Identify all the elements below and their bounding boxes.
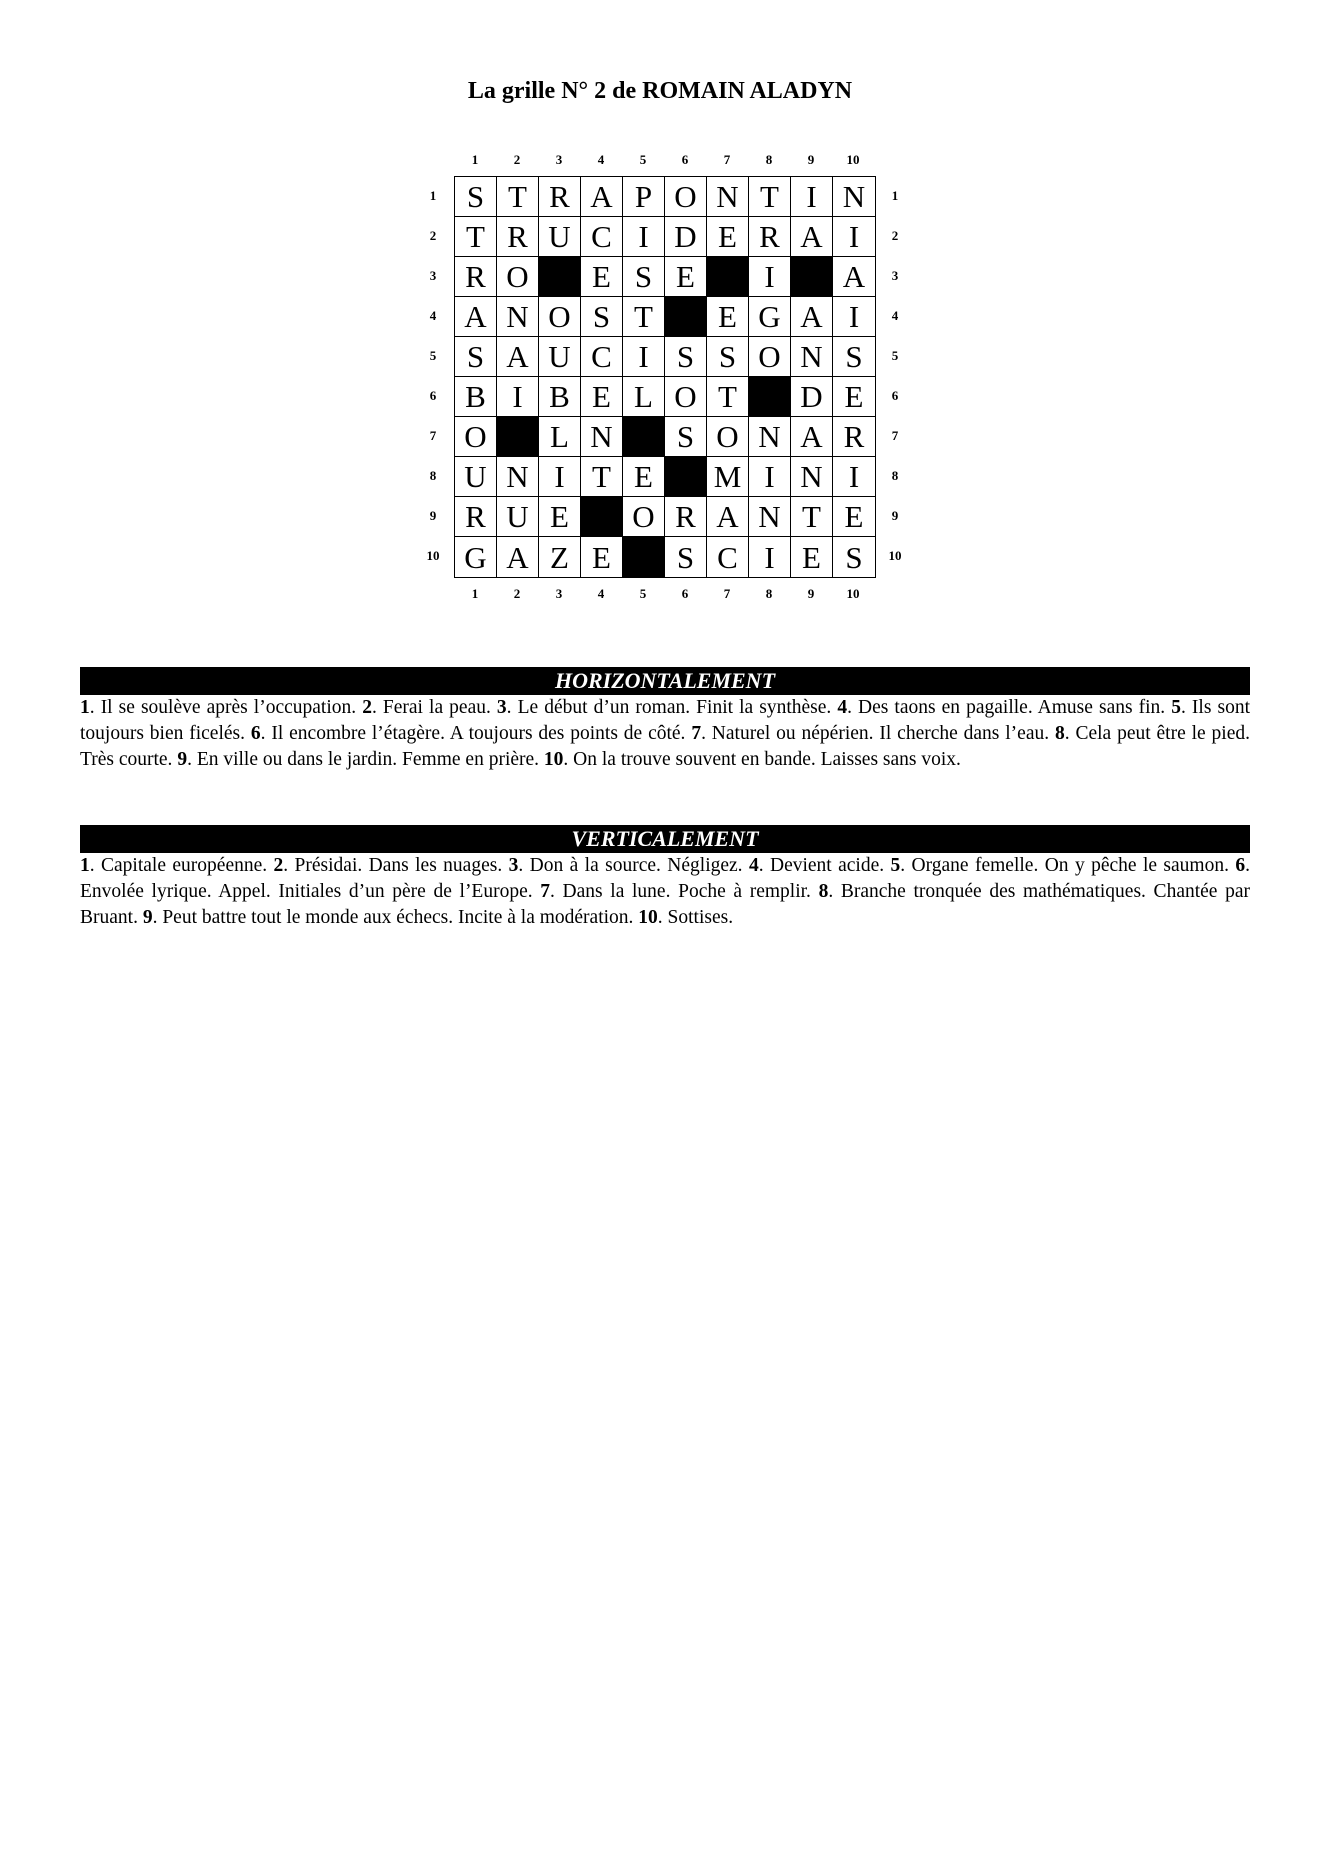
grid-cell: I <box>539 457 581 497</box>
row-number: 4 <box>429 308 437 323</box>
clue-text: . En ville ou dans le jardin. Femme en prière. <box>187 749 544 770</box>
row-number: 8 <box>429 468 437 483</box>
black-square <box>497 417 539 457</box>
grid-cell: N <box>707 177 749 217</box>
clue-text: . Présidai. Dans les nuages. <box>283 855 509 876</box>
clue-number: 7 <box>540 881 551 902</box>
black-square <box>581 497 623 537</box>
grid-cell: S <box>665 537 707 577</box>
column-number: 4 <box>597 152 605 167</box>
grid-cell: E <box>539 497 581 537</box>
row-number: 5 <box>429 348 437 363</box>
clue-number: 3 <box>508 855 519 876</box>
clue-number: 8 <box>1054 723 1065 744</box>
grid-cell: C <box>581 337 623 377</box>
grid-cell: N <box>749 497 791 537</box>
column-number: 3 <box>555 152 563 167</box>
horizontal-clues <box>80 695 1250 773</box>
grid-cell: O <box>455 417 497 457</box>
grid-cell: A <box>833 257 875 297</box>
grid-cell: O <box>665 377 707 417</box>
grid-cell: O <box>623 497 665 537</box>
grid-cell: P <box>623 177 665 217</box>
grid-cell: A <box>791 297 833 337</box>
grid-cell: N <box>497 297 539 337</box>
grid-cell: A <box>707 497 749 537</box>
column-numbers-bottom <box>454 584 874 604</box>
clue-number: 5 <box>890 855 901 876</box>
clue-text: . Capitale européenne. <box>89 855 274 876</box>
grid-cell: A <box>497 337 539 377</box>
grid-cell: E <box>791 537 833 577</box>
grid-cell: I <box>833 297 875 337</box>
column-number: 1 <box>471 152 479 167</box>
clue-number: 10 <box>638 907 658 928</box>
grid-cell: G <box>749 297 791 337</box>
grid-cell: S <box>707 337 749 377</box>
grid-cell: G <box>455 537 497 577</box>
column-number: 7 <box>723 586 731 601</box>
column-number: 7 <box>723 152 731 167</box>
grid-cell: E <box>581 537 623 577</box>
clue-text: . Envolée lyrique. Appel. Initiales d’un père de l’Europe. <box>80 855 1250 902</box>
clue-text: . Dans la lune. Poche à remplir. <box>550 881 819 902</box>
column-number: 2 <box>513 152 521 167</box>
grid-cell: S <box>455 177 497 217</box>
grid-cell: N <box>791 457 833 497</box>
grid-cell: A <box>497 537 539 577</box>
grid-cell: E <box>707 217 749 257</box>
column-number: 4 <box>597 586 605 601</box>
column-number: 8 <box>765 152 773 167</box>
black-square <box>665 457 707 497</box>
column-number: 9 <box>807 152 815 167</box>
grid-cell: S <box>845 539 863 575</box>
clue-text: . Cela peut être le pied. Très courte. <box>80 723 1251 770</box>
grid-cell: C <box>707 537 749 577</box>
grid-cell: E <box>833 377 875 417</box>
row-number: 7 <box>891 428 899 443</box>
clue-number: 1 <box>80 855 90 876</box>
row-number: 10 <box>888 548 902 563</box>
clue-text: . Naturel ou népérien. Il cherche dans l’eau. <box>701 723 1055 744</box>
grid-cell: T <box>791 497 833 537</box>
column-number: 10 <box>846 586 860 601</box>
clue-number: 8 <box>818 881 829 902</box>
grid-cell: T <box>749 177 791 217</box>
grid-cell: R <box>455 257 497 297</box>
clue-text: . Des taons en pagaille. Amuse sans fin. <box>847 697 1172 718</box>
clue-text: . Ils sont toujours bien ficelés. <box>80 697 1250 744</box>
grid-cell: T <box>707 377 749 417</box>
grid-cell: D <box>791 377 833 417</box>
black-square <box>623 417 665 457</box>
grid-cell: S <box>833 337 875 377</box>
grid-cell: U <box>539 217 581 257</box>
grid-cell: A <box>791 417 833 457</box>
row-number: 4 <box>891 308 899 323</box>
grid-cell: I <box>749 457 791 497</box>
page-title: La grille N° 2 de ROMAIN ALADYN <box>467 78 853 104</box>
grid-cell: E <box>581 377 623 417</box>
column-numbers-top <box>454 150 874 170</box>
clue-text: . Don à la source. Négligez. <box>518 855 749 876</box>
row-number: 9 <box>429 508 437 523</box>
row-number: 9 <box>891 508 899 523</box>
grid-cell: E <box>833 497 875 537</box>
row-number: 2 <box>891 228 899 243</box>
row-number: 10 <box>426 548 440 563</box>
grid-cell: E <box>665 257 707 297</box>
grid-cell: D <box>665 217 707 257</box>
grid-cell: S <box>455 337 497 377</box>
grid-cell: R <box>665 497 707 537</box>
grid-cell: N <box>749 417 791 457</box>
grid-cell: O <box>665 177 707 217</box>
grid-cell: R <box>497 217 539 257</box>
clue-number: 4 <box>748 855 759 876</box>
clue-number: 5 <box>1171 697 1181 718</box>
clue-number: 10 <box>543 749 564 770</box>
clue-text: . On la trouve souvent en bande. Laisses sans voix. <box>563 749 961 770</box>
clue-text: . Sottises. <box>657 907 734 928</box>
black-square <box>623 537 665 577</box>
row-number: 8 <box>891 468 899 483</box>
grid-cell: E <box>623 457 665 497</box>
grid-cell: N <box>497 457 539 497</box>
grid-cell: N <box>791 337 833 377</box>
grid-cell: U <box>497 497 539 537</box>
grid-cell: C <box>581 217 623 257</box>
clue-number: 2 <box>362 697 372 718</box>
column-number: 5 <box>639 152 647 167</box>
column-number: 2 <box>513 586 521 601</box>
clue-number: 9 <box>177 749 188 770</box>
grid-cell: M <box>707 457 749 497</box>
grid-cell: T <box>581 457 623 497</box>
clue-text: . Il encombre l’étagère. A toujours des points de côté. <box>260 723 692 744</box>
clue-number: 9 <box>142 907 153 928</box>
row-number: 1 <box>891 188 899 203</box>
grid-cell: R <box>539 177 581 217</box>
clue-number: 4 <box>837 697 848 718</box>
grid-cell: R <box>455 497 497 537</box>
grid-cell: N <box>581 417 623 457</box>
grid-cell: I <box>833 217 875 257</box>
clue-number: 3 <box>496 697 507 718</box>
black-square <box>791 257 833 297</box>
column-number: 5 <box>639 586 647 601</box>
clue-number: 6 <box>250 723 261 744</box>
row-number: 6 <box>429 388 437 403</box>
column-number: 6 <box>681 152 689 167</box>
grid-cell: I <box>497 377 539 417</box>
grid-cell: T <box>455 217 497 257</box>
grid-cell: A <box>455 297 497 337</box>
column-number: 8 <box>765 586 773 601</box>
clue-number: 1 <box>80 697 90 718</box>
black-square <box>539 257 581 297</box>
grid-cell: R <box>749 217 791 257</box>
vertical-heading: VERTICALEMENT <box>80 825 1250 853</box>
grid-cell: I <box>749 257 791 297</box>
vertical-clues <box>80 853 1250 931</box>
grid-cell: O <box>707 417 749 457</box>
row-numbers-left <box>418 176 448 576</box>
row-number: 3 <box>891 268 899 283</box>
clue-text: . Branche tronquée des mathématiques. Chantée par Bruant. <box>80 881 1250 928</box>
row-number: 2 <box>429 228 437 243</box>
grid-cell: S <box>623 257 665 297</box>
grid-cell: N <box>833 177 875 217</box>
grid-cell: I <box>791 177 833 217</box>
column-number: 1 <box>471 586 479 601</box>
grid-cell: I <box>749 537 791 577</box>
clue-text: . Devient acide. <box>758 855 891 876</box>
column-number: 9 <box>807 586 815 601</box>
grid-cell: R <box>833 417 875 457</box>
grid-cell: A <box>791 217 833 257</box>
grid-cell: B <box>455 377 497 417</box>
clue-text: . Peut battre tout le monde aux échecs. Incite à la modération. <box>152 907 639 928</box>
column-number: 10 <box>846 152 860 167</box>
row-number: 6 <box>891 388 899 403</box>
grid-cell: U <box>455 457 497 497</box>
grid-cell: I <box>623 217 665 257</box>
grid-cell: I <box>623 337 665 377</box>
grid-cell: E <box>581 257 623 297</box>
row-number: 3 <box>429 268 437 283</box>
row-number: 1 <box>429 188 437 203</box>
crossword-grid <box>454 176 876 578</box>
grid-cell: U <box>539 337 581 377</box>
grid-cell: Z <box>539 537 581 577</box>
row-numbers-right <box>880 176 910 576</box>
clue-number: 2 <box>273 855 284 876</box>
horizontal-heading: HORIZONTALEMENT <box>80 667 1250 695</box>
grid-cell: S <box>581 297 623 337</box>
grid-cell: S <box>665 337 707 377</box>
clue-text: . Le début d’un roman. Finit la synthèse. <box>506 697 838 718</box>
clue-text: . Ferai la peau. <box>371 697 497 718</box>
clue-text: . Organe femelle. On y pêche le saumon. <box>900 855 1236 876</box>
grid-cell: L <box>623 377 665 417</box>
column-number: 3 <box>555 586 563 601</box>
clue-number: 6 <box>1235 855 1246 876</box>
grid-cell: A <box>581 177 623 217</box>
black-square <box>665 297 707 337</box>
row-number: 7 <box>429 428 437 443</box>
row-number: 5 <box>891 348 899 363</box>
grid-cell: S <box>665 417 707 457</box>
black-square <box>749 377 791 417</box>
column-number: 6 <box>681 586 689 601</box>
clue-number: 7 <box>691 723 702 744</box>
black-square <box>707 257 749 297</box>
grid-cell: O <box>539 297 581 337</box>
grid-cell: O <box>749 337 791 377</box>
grid-cell: T <box>497 177 539 217</box>
grid-cell: O <box>497 257 539 297</box>
grid-cell: I <box>833 457 875 497</box>
grid-cell: L <box>539 417 581 457</box>
grid-cell: E <box>707 297 749 337</box>
clue-text: . Il se soulève après l’occupation. <box>89 697 363 718</box>
grid-cell: T <box>623 297 665 337</box>
grid-cell: B <box>539 377 581 417</box>
